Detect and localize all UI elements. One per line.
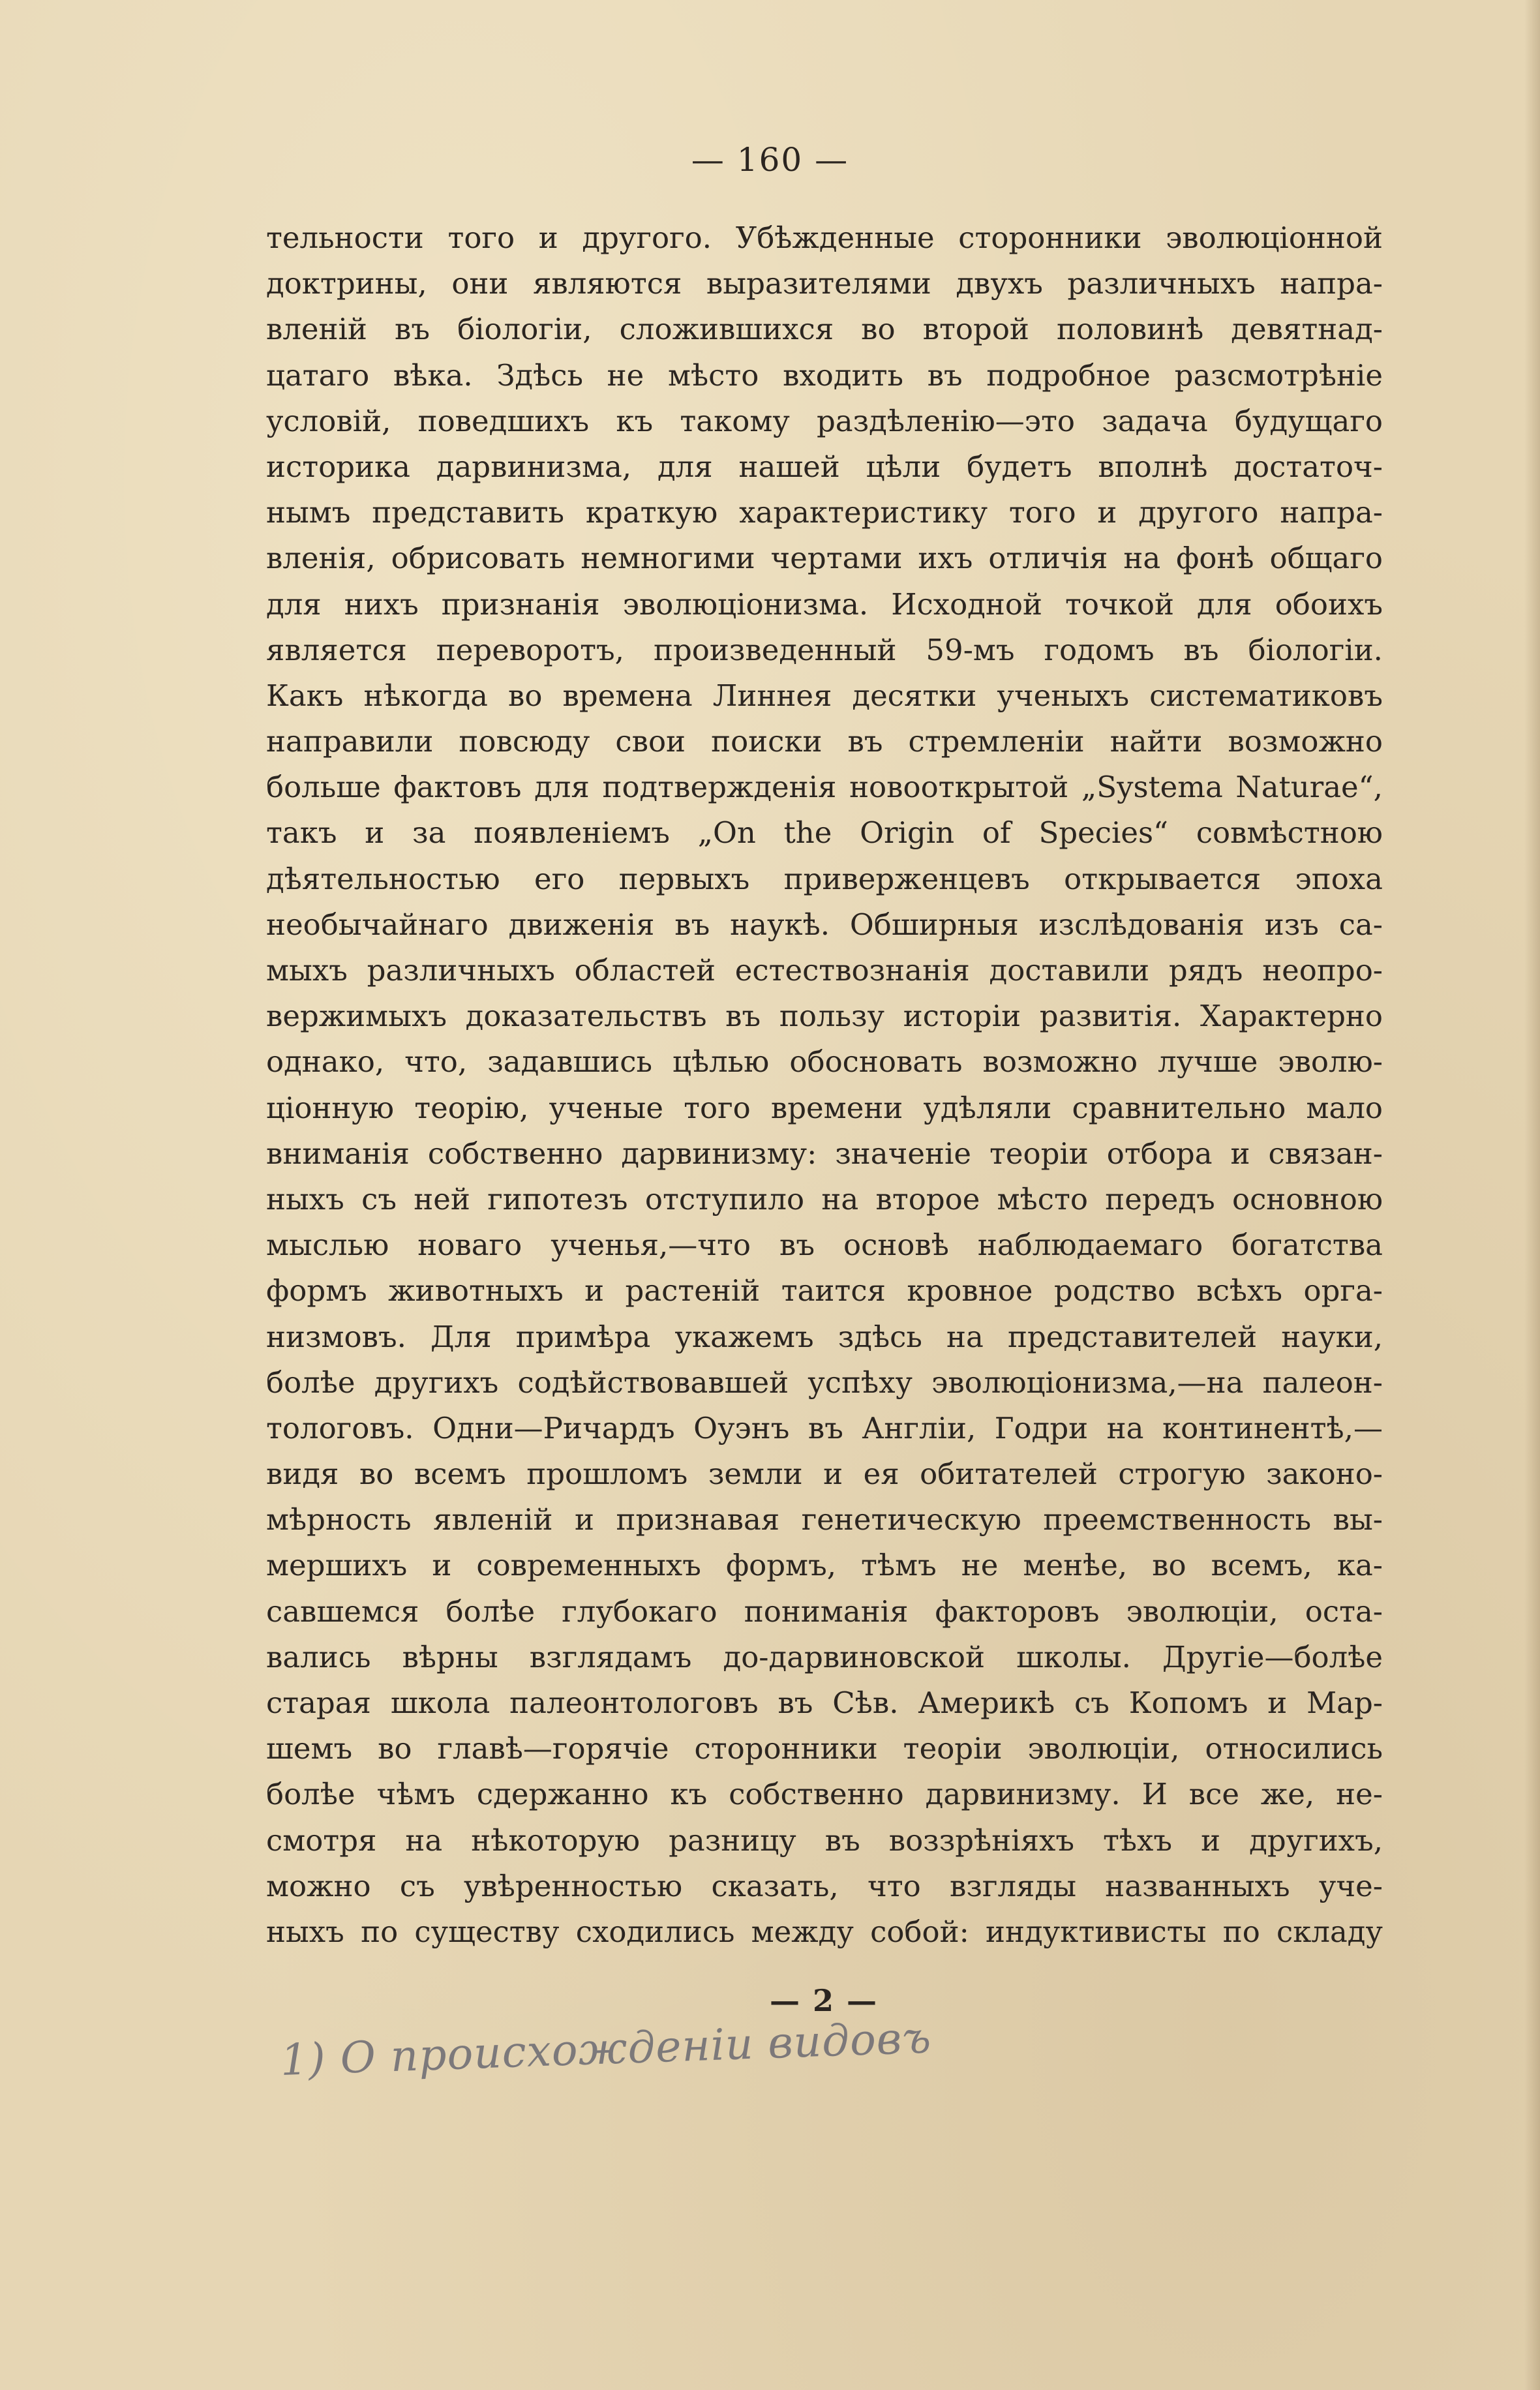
text-line: историка дарвинизма, для нашей цѣли будетъ вполнѣ достаточ- — [266, 449, 1383, 484]
text-line: ціонную теорію, ученые того времени удѣляли сравнительно мало — [266, 1090, 1383, 1125]
text-line: доктрины, они являются выразителями двухъ различныхъ напра- — [266, 266, 1383, 301]
text-line: больше фактовъ для подтвержденія новооткрытой „Systema Naturae“, — [266, 770, 1383, 805]
text-line: тельности того и другого. Убѣжденные сторонники эволюціонной — [266, 220, 1383, 255]
text-line: савшемся болѣе глубокаго пониманія факторовъ эволюціи, оста- — [266, 1594, 1383, 1629]
text-line: болѣе чѣмъ сдержанно къ собственно дарвинизму. И все же, не- — [266, 1777, 1383, 1812]
text-line: формъ животныхъ и растеній таится кровное родство всѣхъ орга- — [266, 1273, 1383, 1308]
text-line: Какъ нѣкогда во времена Линнея десятки ученыхъ систематиковъ — [266, 678, 1383, 713]
text-line: вленія, обрисовать немногими чертами ихъ отличія на фонѣ общаго — [266, 541, 1383, 576]
handwritten-footnote: 1) О происхожденіи видовъ — [279, 2012, 933, 2085]
text-line: цатаго вѣка. Здѣсь не мѣсто входить въ подробное разсмотрѣніе — [266, 357, 1383, 393]
text-line: для нихъ признанія эволюціонизма. Исходной точкой для обоихъ — [266, 586, 1383, 622]
page-number: — 160 — — [691, 141, 849, 179]
text-line: однако, что, задавшись цѣлью обосновать возможно лучше эволю- — [266, 1044, 1383, 1080]
text-line: видя во всемъ прошломъ земли и ея обитателей строгую законо- — [266, 1457, 1383, 1492]
text-line: старая школа палеонтологовъ въ Сѣв. Америкѣ съ Копомъ и Мар- — [266, 1686, 1383, 1720]
text-line: дѣятельностью его первыхъ приверженцевъ открывается эпоха — [266, 861, 1383, 896]
text-line: можно съ увѣренностью сказать, что взгляды названныхъ уче- — [266, 1868, 1383, 1903]
text-line: мыхъ различныхъ областей естествознанія доставили рядъ неопро- — [266, 953, 1383, 988]
text-line: низмовъ. Для примѣра укажемъ здѣсь на представителей науки, — [266, 1319, 1383, 1354]
text-line: смотря на нѣкоторую разницу въ воззрѣніяхъ тѣхъ и другихъ, — [266, 1823, 1383, 1858]
text-line: мѣрность явленій и признавая генетическую преемственность вы- — [266, 1502, 1383, 1537]
text-line: вались вѣрны взглядамъ до-дарвиновской школы. Другіе—болѣе — [266, 1639, 1383, 1674]
text-line: вниманія собственно дарвинизму: значеніе теоріи отбора и связан- — [266, 1136, 1383, 1171]
text-line: ныхъ по существу сходились между собой: индуктивисты по складу — [266, 1914, 1383, 1949]
text-line: такъ и за появленіемъ „On the Origin of Species“ совмѣстною — [266, 815, 1383, 851]
text-line: является переворотъ, произведенный 59-мъ годомъ въ біологіи. — [266, 632, 1383, 667]
text-line: шемъ во главѣ—горячіе сторонники теоріи эволюціи, относились — [266, 1731, 1383, 1766]
text-line: условій, поведшихъ къ такому раздѣленію—это задача будущаго — [266, 403, 1383, 438]
page-edge-shadow — [1524, 0, 1540, 2390]
text-line: направили повсюду свои поиски въ стремленіи найти возможно — [266, 724, 1383, 759]
sheet-number: — 2 — — [770, 1983, 879, 2018]
body-text — [266, 215, 1383, 1955]
text-line: вленій въ біологіи, сложившихся во второй половинѣ девятнад- — [266, 312, 1383, 347]
text-line: вержимыхъ доказательствъ въ пользу исторіи развитія. Характерно — [266, 999, 1383, 1034]
text-line: мершихъ и современныхъ формъ, тѣмъ не менѣе, во всемъ, ка- — [266, 1548, 1383, 1583]
text-line: мыслью новаго ученья,—что въ основѣ наблюдаемаго богатства — [266, 1228, 1383, 1263]
text-line: необычайнаго движенія въ наукѣ. Обширныя изслѣдованія изъ са- — [266, 907, 1383, 942]
text-line: нымъ представить краткую характеристику того и другого напра- — [266, 495, 1383, 530]
text-line: болѣе другихъ содѣйствовавшей успѣху эволюціонизма,—на палеон- — [266, 1365, 1383, 1400]
text-line: тологовъ. Одни—Ричардъ Оуэнъ въ Англіи, Годри на континентѣ,— — [266, 1410, 1383, 1445]
text-line: ныхъ съ ней гипотезъ отступило на второе мѣсто передъ основною — [266, 1181, 1383, 1217]
